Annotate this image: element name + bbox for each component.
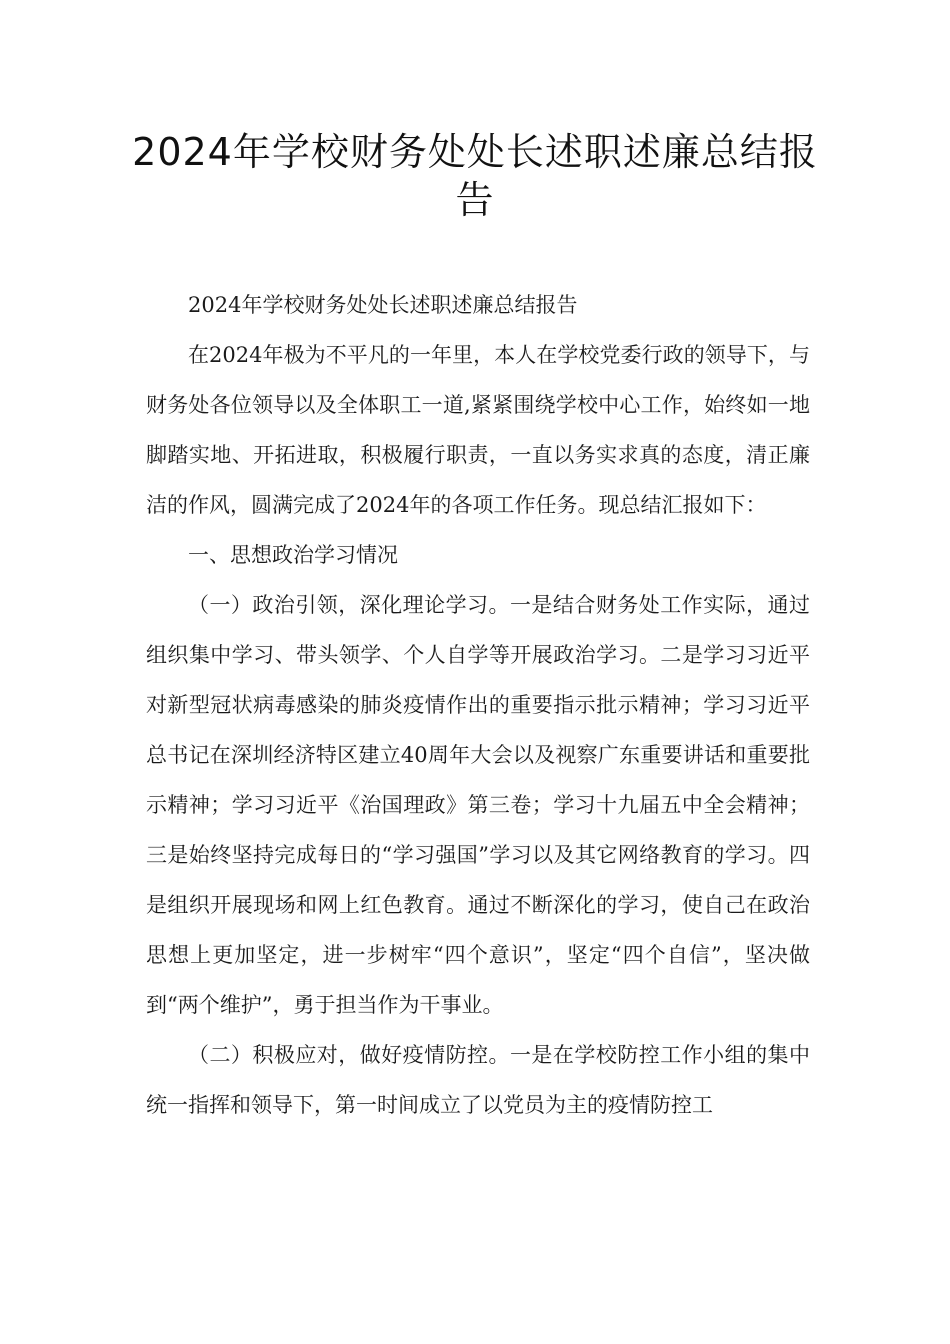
- paragraph-intro: 在2024年极为不平凡的一年里，本人在学校党委行政的领导下，与财务处各位领导以及全体职工一道,紧紧围绕学校中心工作，始终如一地脚踏实地、开拓进取，积极履行职责，一直以务实求真的态度，清正廉洁的作风，圆满完成了2024年的各项工作任务。现总结汇报如下：: [146, 343, 810, 517]
- document-title: 2024年学校财务处处长述职述廉总结报告: [132, 130, 818, 222]
- section-heading-political-study: 一、思想政治学习情况: [188, 543, 398, 567]
- paragraph-subtitle: 2024年学校财务处处长述职述廉总结报告: [188, 293, 578, 317]
- paragraph-epidemic-prevention: （二）积极应对，做好疫情防控。一是在学校防控工作小组的集中统一指挥和领导下，第一时间成立了以党员为主的疫情防控工: [146, 1043, 810, 1117]
- document-body: [146, 280, 810, 1130]
- paragraph-political-guidance: （一）政治引领，深化理论学习。一是结合财务处工作实际，通过组织集中学习、带头领学、个人自学等开展政治学习。二是学习习近平对新型冠状病毒感染的肺炎疫情作出的重要指示批示精神；学习习近平总书记在深圳经济特区建立40周年大会以及视察广东重要讲话和重要批示精神；学习习近平《治国理政》第三卷；学习十九届五中全会精神；三是始终坚持完成每日的“学习强国”学习以及其它网络教育的学习。四是组织开展现场和网上红色教育。通过不断深化的学习，使自己在政治思想上更加坚定，进一步树牢“四个意识”，坚定“四个自信”，坚决做到“两个维护”，勇于担当作为干事业。: [146, 593, 810, 1017]
